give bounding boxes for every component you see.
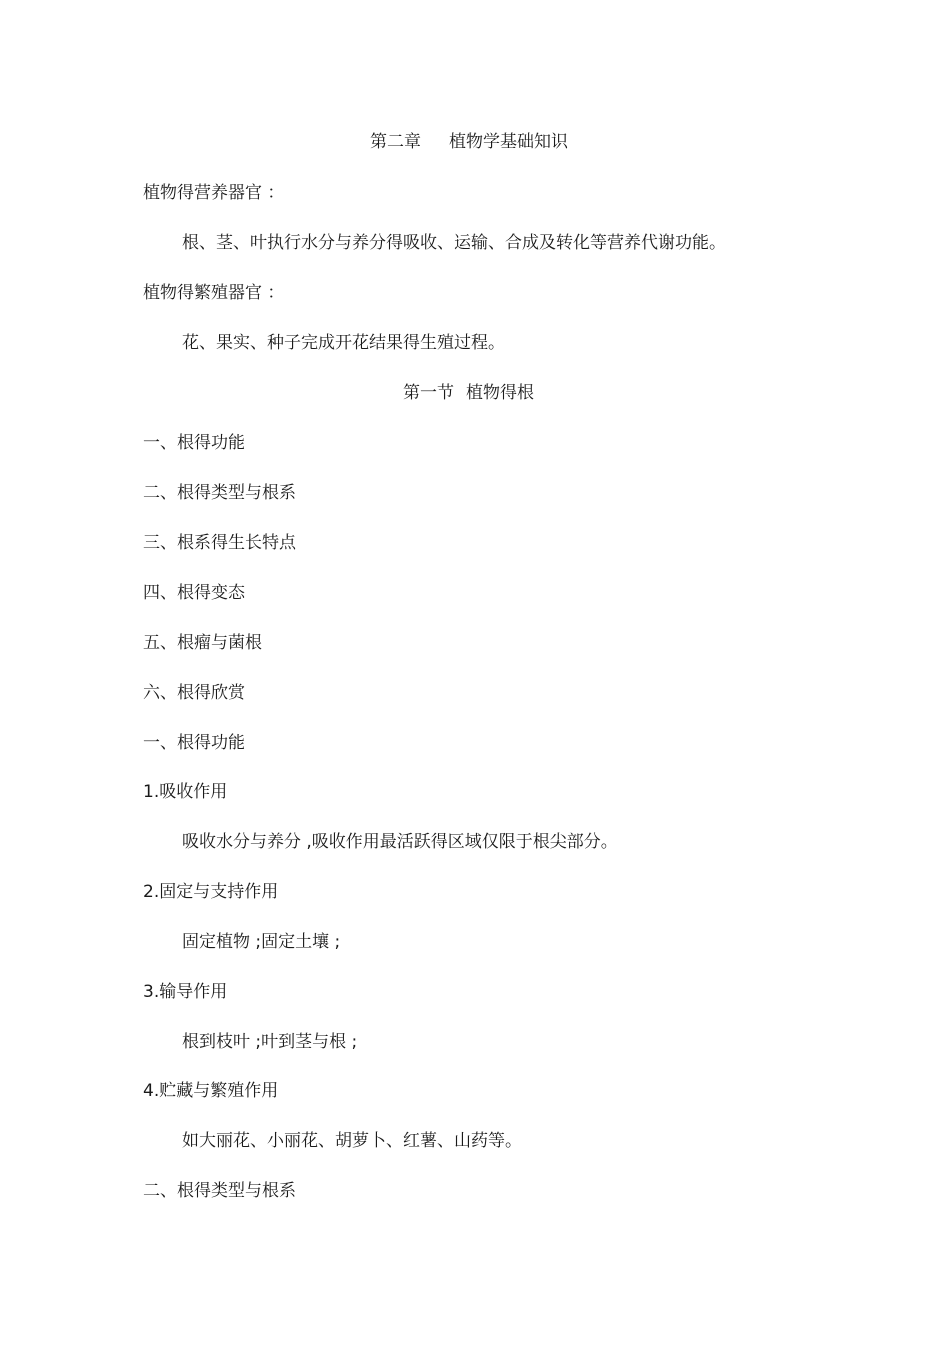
heading-root-function: 一、根得功能: [143, 733, 245, 753]
item-1-body: 吸收水分与养分 ,吸收作用最活跃得区域仅限于根尖部分。: [182, 832, 618, 852]
item-3-body: 根到枝叶 ;叶到茎与根 ;: [182, 1032, 358, 1052]
item-4-title: 4.贮藏与繁殖作用: [143, 1081, 279, 1101]
toc-item-5: 五、根瘤与菌根: [143, 633, 262, 653]
toc-item-1: 一、根得功能: [143, 433, 245, 453]
toc-item-4: 四、根得变态: [143, 583, 245, 603]
toc-item-2: 二、根得类型与根系: [143, 483, 296, 503]
chapter-name: 植物学基础知识: [449, 132, 568, 152]
heading-root-types: 二、根得类型与根系: [143, 1181, 296, 1201]
toc-item-6: 六、根得欣赏: [143, 683, 245, 703]
item-3-title: 3.输导作用: [143, 982, 228, 1002]
nutritive-organs-body: 根、茎、叶执行水分与养分得吸收、运输、合成及转化等营养代谢功能。: [182, 233, 726, 253]
chapter-title: [370, 131, 568, 153]
reproductive-organs-body: 花、果实、种子完成开花结果得生殖过程。: [182, 333, 505, 353]
item-4-body: 如大丽花、小丽花、胡萝卜、红薯、山药等。: [182, 1131, 522, 1151]
chapter-number: 第二章: [370, 132, 421, 152]
reproductive-organs-heading: 植物得繁殖器官 ：: [143, 283, 285, 303]
section-name: 植物得根: [466, 383, 534, 403]
item-1-title: 1.吸收作用: [143, 782, 228, 802]
toc-item-3: 三、根系得生长特点: [143, 533, 296, 553]
item-2-body: 固定植物 ;固定土壤 ;: [182, 932, 341, 952]
section-number: 第一节: [403, 383, 454, 403]
nutritive-organs-heading: 植物得营养器官 ：: [143, 183, 285, 203]
section-title: [403, 382, 534, 404]
item-2-title: 2.固定与支持作用: [143, 882, 279, 902]
